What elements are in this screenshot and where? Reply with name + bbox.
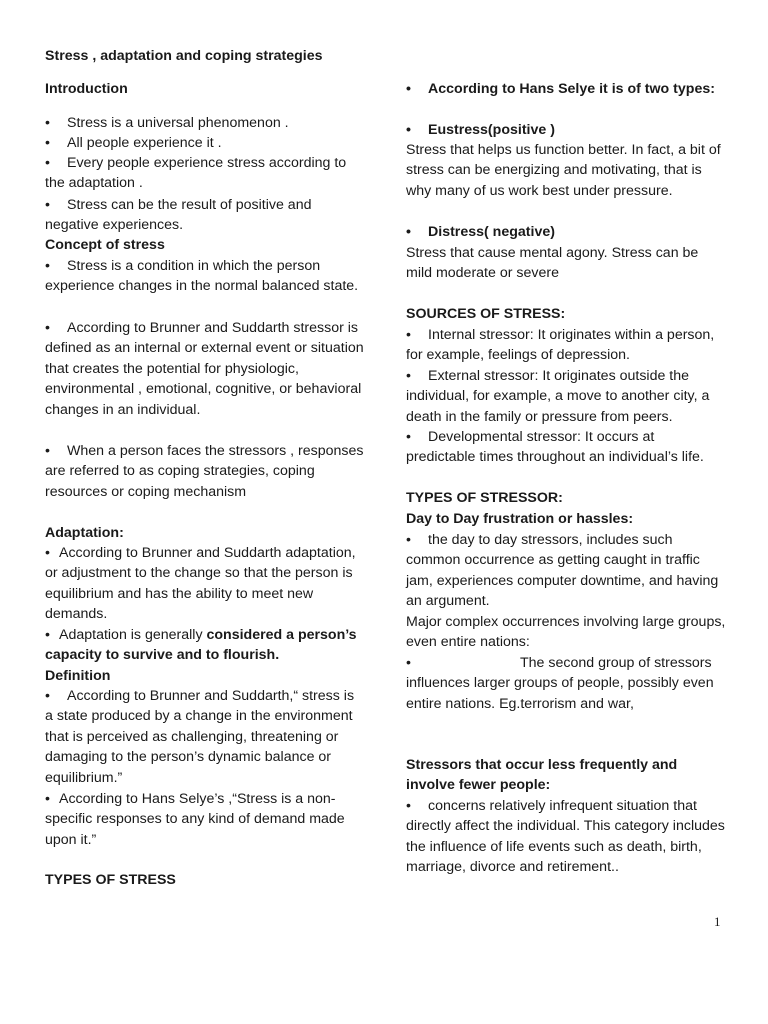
less-frequent-heading: Stressors that occur less frequently and involve fewer people: bbox=[406, 757, 678, 794]
bullet-marker: • bbox=[406, 655, 411, 671]
document-title: Stress , adaptation and coping strategies bbox=[45, 48, 323, 64]
eustress-description: Stress that helps us function better. In fact, a bit of stress can be energizing and motivating, that is why many of us work best under pressure. bbox=[406, 142, 721, 199]
concept-heading: Concept of stress bbox=[45, 237, 165, 253]
selye-types-bullet: • According to Hans Selye it is of two types: bbox=[406, 79, 726, 99]
adaptation-heading: Adaptation: bbox=[45, 525, 124, 541]
source-item: • Internal stressor: It originates within a person, for example, feelings of depression. bbox=[406, 325, 726, 366]
definition-item: • According to Brunner and Suddarth,“ stress is a state produced by a change in the environment that is perceived as challenging, threatening or damaging to the person’s dynamic balance or equilibrium.” bbox=[45, 686, 365, 788]
intro-item: • Stress can be the result of positive and negative experiences. bbox=[45, 195, 365, 236]
intro-item: • Every people experience stress according to the adaptation . bbox=[45, 153, 365, 194]
major-occurrences-text: Major complex occurrences involving large groups, even entire nations: bbox=[406, 614, 726, 651]
adaptation-item: • According to Brunner and Suddarth adaptation, or adjustment to the change so that the person is equilibrium and has the ability to meet new demands. bbox=[45, 543, 365, 625]
page-number: 1 bbox=[714, 914, 721, 929]
day-to-day-heading: Day to Day frustration or hassles: bbox=[406, 511, 634, 527]
distress-description: Stress that cause mental agony. Stress can be mild moderate or severe bbox=[406, 245, 699, 282]
eustress-bullet: • Eustress(positive ) bbox=[406, 120, 726, 140]
concept-item: • When a person faces the stressors , responses are referred to as coping strategies, coping resources or coping mechanism bbox=[45, 441, 365, 502]
types-of-stress-heading: TYPES OF STRESS bbox=[45, 872, 176, 888]
major-occurrences-item bbox=[406, 653, 726, 714]
sources-heading: SOURCES OF STRESS: bbox=[406, 306, 566, 322]
adaptation-item bbox=[45, 625, 365, 666]
concept-item: • According to Brunner and Suddarth stressor is defined as an internal or external event or situation that creates the potential for physiologic, environmental , emotional, cognitive, or behavioral changes in an individual. bbox=[45, 318, 365, 420]
adaptation-item-text: Adaptation is generally bbox=[59, 627, 207, 643]
concept-item: • Stress is a condition in which the person experience changes in the normal balanced state. bbox=[45, 256, 365, 297]
source-item: • External stressor: It originates outside the individual, for example, a move to another city, a death in the family or pressure from peers. bbox=[406, 366, 726, 427]
source-item: • Developmental stressor: It occurs at predictable times throughout an individual’s life. bbox=[406, 427, 726, 468]
less-frequent-item: • concerns relatively infrequent situation that directly affect the individual. This category includes the influence of life events such as death, birth, marriage, divorce and retirement.. bbox=[406, 796, 726, 878]
types-of-stressor-heading: TYPES OF STRESSOR: bbox=[406, 490, 563, 506]
definition-heading: Definition bbox=[45, 668, 111, 684]
adaptation-item-emphasis: considered a person’s capacity to survive and to flourish. bbox=[45, 627, 357, 664]
intro-item: • Stress is a universal phenomenon . bbox=[45, 113, 365, 133]
definition-item: • According to Hans Selye’s ,“Stress is a non-specific responses to any kind of demand made upon it.” bbox=[45, 789, 365, 850]
distress-bullet: • Distress( negative) bbox=[406, 222, 726, 242]
day-to-day-item: • the day to day stressors, includes such common occurrence as getting caught in traffic jam, experiences computer downtime, and having an argument. bbox=[406, 530, 726, 612]
introduction-heading: Introduction bbox=[45, 81, 128, 97]
major-occurrences-item-text: The second group of stressors influences larger groups of people, possibly even entire nations. Eg.terrorism and war, bbox=[406, 655, 714, 712]
intro-item: • All people experience it . bbox=[45, 133, 365, 153]
